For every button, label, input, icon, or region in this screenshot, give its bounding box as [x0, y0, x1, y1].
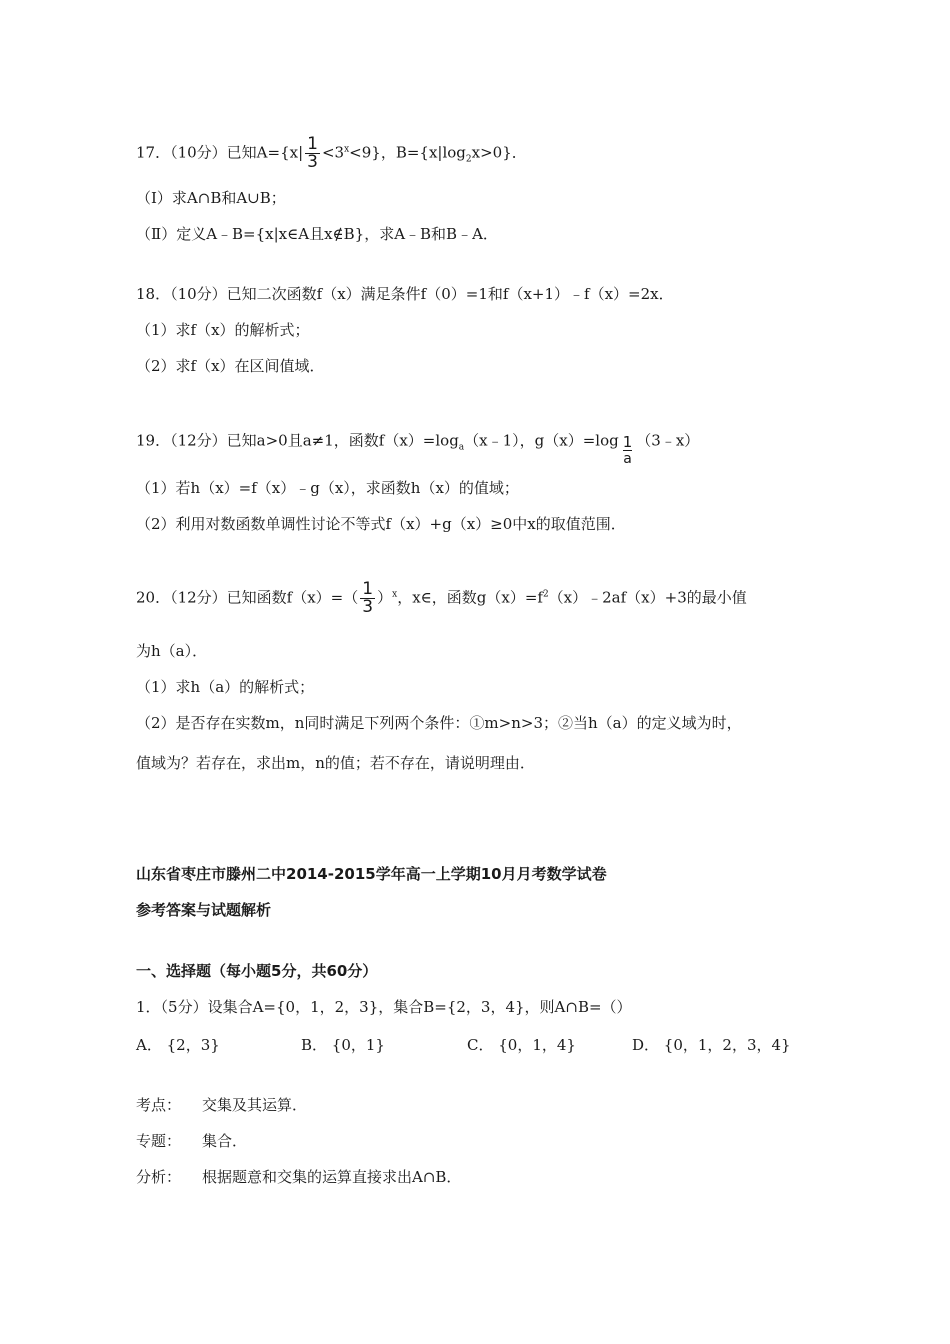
q1-stem: 1．（5分）设集合A={0，1，2，3}，集合B={2，3，4}，则A∩B=（）	[136, 998, 632, 1016]
q17-log-base: 2	[465, 154, 472, 165]
q19-text-3: （3﹣x）	[636, 431, 700, 450]
q20-stem	[136, 581, 747, 616]
q19-log-base-a: a	[458, 442, 465, 453]
q20-exponent: x	[392, 589, 398, 600]
q17-text-3: <9}，B={x|log	[349, 143, 466, 162]
q20-part1: （1）求h（a）的解析式；	[136, 678, 315, 696]
q20-fraction	[360, 581, 375, 616]
zhuanti-row	[136, 1131, 247, 1151]
q17-text-2: <3	[321, 143, 345, 162]
q17-fraction	[305, 136, 320, 171]
option-a: A． {2，3}	[136, 1036, 220, 1054]
q18-part1: （1）求f（x）的解析式；	[136, 321, 310, 339]
q20-text-1: 20．（12分）已知函数f（x）=（	[136, 588, 359, 607]
fenxi-label: 分析：	[136, 1168, 182, 1186]
answers-title: 山东省枣庄市滕州二中2014-2015学年高一上学期10月月考数学试卷	[136, 865, 607, 883]
q19-stem	[136, 425, 700, 467]
q19-base-num: 1	[622, 433, 633, 451]
q17-part2: （Ⅱ）定义A﹣B={x|x∈A且x∉B}，求A﹣B和B﹣A．	[136, 225, 498, 243]
q17-stem	[136, 136, 527, 171]
zhuanti-value: 集合．	[202, 1132, 248, 1150]
q20-frac-den: 3	[362, 597, 374, 617]
q19-part1: （1）若h（x）=f（x）﹣g（x），求函数h（x）的值域；	[136, 479, 519, 497]
q17-text-1: 17．（10分）已知A={x|	[136, 143, 304, 162]
q20-part2: （2）是否存在实数m，n同时满足下列两个条件：①m>n>3；②当h（a）的定义域为时，	[136, 714, 742, 732]
answers-subtitle: 参考答案与试题解析	[136, 901, 272, 919]
option-b: B． {0，1}	[301, 1036, 385, 1054]
q20-square: 2	[542, 589, 549, 600]
q17-exponent: x	[344, 144, 350, 155]
kaodian-row	[136, 1095, 307, 1115]
q19-part2: （2）利用对数函数单调性讨论不等式f（x）+g（x）≥0中x的取值范围．	[136, 515, 626, 533]
q19-text-2: （x﹣1），g（x）=log	[464, 431, 619, 450]
section-heading: 一、选择题（每小题5分，共60分）	[136, 962, 378, 980]
q18-part2: （2）求f（x）在区间值域．	[136, 357, 325, 375]
q20-text-3: ，x∈，函数g（x）=f	[397, 588, 543, 607]
q17-frac-den: 3	[307, 152, 318, 172]
fenxi-row	[136, 1167, 461, 1187]
q20-frac-num: 1	[362, 579, 374, 599]
q18-stem: 18．（10分）已知二次函数f（x）满足条件f（0）=1和f（x+1）﹣f（x）=2x．	[136, 285, 674, 303]
fenxi-value: 根据题意和交集的运算直接求出A∩B．	[202, 1168, 462, 1186]
q17-text-4: x>0}．	[471, 143, 527, 162]
zhuanti-label: 专题：	[136, 1132, 182, 1150]
q20-part2-cont: 值域为？若存在，求出m，n的值；若不存在，请说明理由．	[136, 754, 535, 772]
q17-part1: （Ⅰ）求A∩B和A∪B；	[136, 189, 286, 207]
q19-text-1: 19．（12分）已知a>0且a≠1，函数f（x）=log	[136, 431, 459, 450]
q20-stem-cont: 为h（a）．	[136, 642, 208, 660]
option-d: D． {0，1，2，3，4}	[632, 1036, 791, 1054]
q19-log-base-fraction	[623, 434, 633, 467]
kaodian-value: 交集及其运算．	[202, 1096, 308, 1114]
q17-frac-num: 1	[307, 134, 318, 154]
q20-text-4: （x）﹣2af（x）+3的最小值	[548, 588, 747, 607]
option-c: C． {0，1，4}	[467, 1036, 576, 1054]
kaodian-label: 考点：	[136, 1096, 182, 1114]
q19-base-den: a	[623, 451, 632, 467]
q20-text-2: ）	[377, 588, 393, 607]
